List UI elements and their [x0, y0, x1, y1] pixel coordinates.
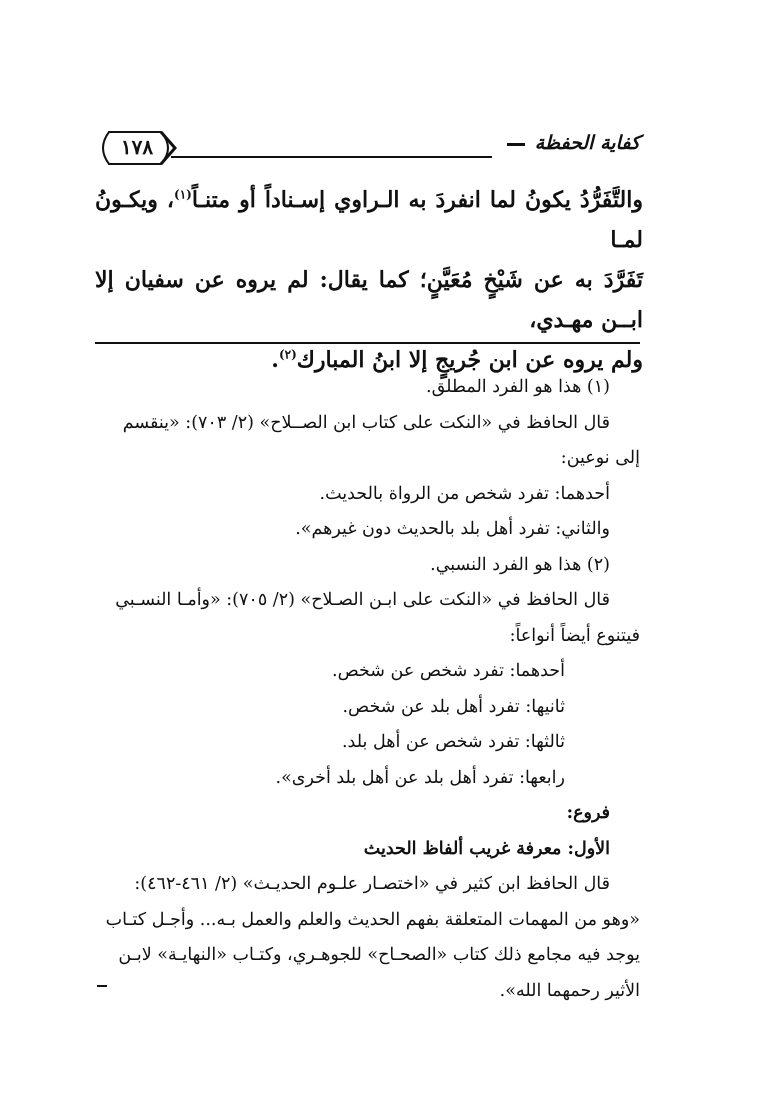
main-line-tail: ، ويكـونُ لمـا — [95, 187, 643, 253]
page-number: ١٧٨ — [120, 135, 154, 159]
footnote-ref: (٢) — [278, 347, 297, 362]
footnote-line: قال الحافظ ابن كثير في «اختصـار علـوم الحديـث» (٢/ ٤٦١-٤٦٢): — [134, 874, 610, 894]
footnote-line: والثاني: تفرد أهل بلد بالحديث دون غيرهم». — [295, 519, 610, 539]
footnote-line: قال الحافظ في «النكت على ابـن الصـلاح» (٢/ ٧٠٥): «وأمـا النسـبي — [115, 590, 610, 610]
footnote-line: ثانيها: تفرد أهل بلد عن شخص. — [342, 696, 565, 717]
page-number-badge — [95, 128, 177, 168]
footnote-line: قال الحافظ في «النكت على كتاب ابن الصــلاح» (٢/ ٧٠٣): «ينقسم — [122, 412, 610, 433]
continuation-dash — [97, 985, 107, 987]
header-rule — [171, 156, 492, 158]
main-line-text: والتَّفَرُّدُ يكونُ لما انفردَ به الـراوي إسـناداً أو متنـاً — [191, 187, 643, 213]
footnote-line: «وهو من المهمات المتعلقة بفهم الحديث والعلم والعمل بـه... وأجـل كتـاب — [105, 909, 640, 930]
footnote-line: ثالثها: تفرد شخص عن أهل بلد. — [341, 732, 565, 752]
main-line: تَفَرَّدَ به عن شَيْخٍ مُعَيَّنٍ؛ كما يقال: لم يروه عن سفيان إلا ابــن مهـدي، — [95, 267, 643, 333]
page-header — [95, 128, 640, 173]
main-line-tail: . — [271, 347, 279, 373]
footnote-line: أحدهما: تفرد شخص عن شخص. — [332, 661, 565, 681]
footnote-line: الأول: معرفة غريب ألفاظ الحديث — [363, 838, 610, 859]
footnote-ref: (١) — [174, 187, 192, 202]
main-line-text: ولم يروه عن ابن جُريجٍ إلا ابنُ المبارك — [296, 347, 643, 373]
footnote-line: رابعها: تفرد أهل بلد عن أهل بلد أخرى». — [275, 767, 565, 788]
footnote-line: يوجد فيه مجامع ذلك كتاب «الصحـاح» للجوهـري، وكتـاب «النهايـة» لابـن — [118, 945, 640, 965]
main-text — [95, 180, 643, 380]
footnote-line: إلى نوعين: — [560, 448, 640, 468]
footnote-divider — [95, 342, 640, 344]
footnote-line: فيتنوع أيضاً أنواعاً: — [509, 625, 640, 646]
main-line — [95, 180, 643, 260]
footnote-line: (٢) هذا هو الفرد النسبي. — [430, 554, 610, 575]
footnote-line: (١) هذا هو الفرد المطلق. — [426, 377, 610, 397]
footnote-line: أحدهما: تفرد شخص من الرواة بالحديث. — [319, 483, 610, 504]
footnote-line: الأثير رحمهما الله». — [499, 980, 640, 1001]
footnotes — [95, 370, 640, 1009]
footnote-line: فروع: — [566, 803, 610, 823]
book-title: كفاية الحفظة — [507, 132, 640, 154]
